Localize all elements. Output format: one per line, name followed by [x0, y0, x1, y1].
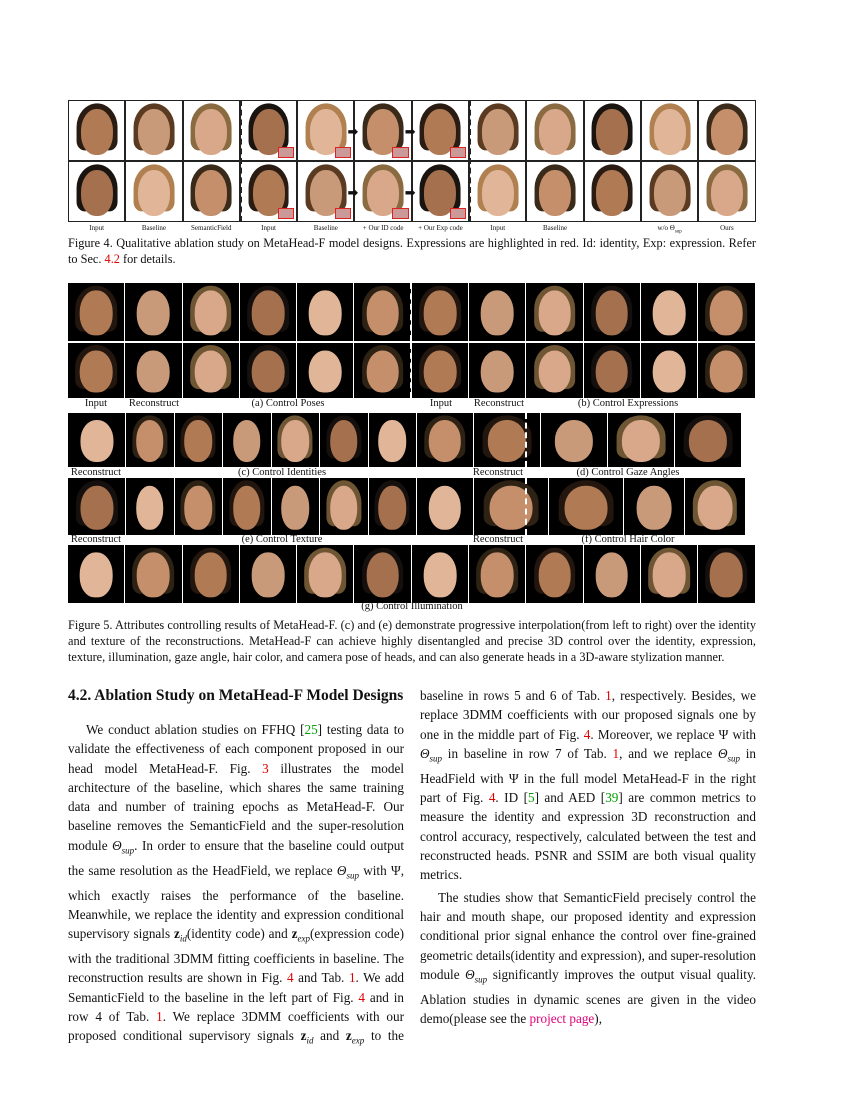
face-region — [137, 350, 170, 393]
face-image — [125, 545, 181, 603]
face-image — [297, 283, 353, 341]
math-base: z — [300, 1028, 307, 1044]
face-region — [653, 350, 686, 393]
face-region — [596, 109, 628, 155]
text-run: significantly improves the output visual quality. Ablation studies in dynamic scenes are given in the video demo(please see the — [420, 966, 757, 1027]
face-region — [81, 170, 113, 216]
face-region — [138, 109, 170, 155]
face-image — [698, 545, 754, 603]
face-image — [68, 161, 125, 222]
face-image — [320, 478, 368, 535]
text-run: We conduct ablation studies on FFHQ [ — [86, 722, 305, 737]
face-region — [366, 553, 399, 598]
face-region — [136, 485, 164, 529]
face-region — [309, 350, 342, 393]
face-image — [68, 343, 124, 398]
column-label: Input — [89, 224, 105, 232]
face-image — [297, 161, 354, 222]
face-region — [710, 553, 743, 598]
column-label: Ours — [720, 224, 734, 232]
text-run: in HeadField with Ψ in the full model MetaHead-F in the right part of Fig. — [420, 745, 756, 806]
figure-label: (d) Control Gaze Angles — [576, 467, 680, 478]
face-region — [654, 170, 686, 216]
face-image — [469, 161, 526, 222]
face-image — [125, 343, 181, 398]
figure-label: (f) Control Hair Color — [581, 534, 675, 545]
text-run: illustrates the model architecture of the baseline, which shares the same training data and number of training epochs as MetaHead-F. Our baseline removes the SemanticField and the super-resolution module — [68, 760, 404, 853]
face-image — [412, 545, 468, 603]
reference-link[interactable]: 3 — [262, 760, 269, 776]
face-image — [183, 161, 240, 222]
face-region — [595, 553, 628, 598]
arrow-icon: ➡ — [347, 124, 359, 139]
face-image — [240, 545, 296, 603]
face-image — [240, 283, 296, 341]
figure-row — [68, 413, 741, 467]
face-region — [194, 350, 227, 393]
text-run: . ID [ — [495, 790, 528, 806]
face-region — [252, 350, 285, 393]
face-image — [68, 545, 124, 603]
text-run: ] and AED [ — [534, 790, 606, 806]
face-region — [538, 291, 571, 336]
citation-link[interactable]: 5 — [527, 790, 535, 806]
subscript: sup — [674, 229, 682, 235]
math-symbol — [291, 926, 310, 944]
section-ref-link[interactable]: 4.2 — [104, 252, 120, 266]
face-image — [297, 343, 353, 398]
math-symbol — [345, 1028, 365, 1047]
face-image — [698, 283, 754, 341]
figure-label: Input — [84, 398, 108, 409]
expression-highlight-box — [278, 208, 295, 219]
text-run: . We replace 3DMM coefficients with our proposed conditional supervisory signals — [68, 1009, 404, 1044]
dashed-separator — [525, 413, 527, 467]
figure-5-caption: Figure 5. Attributes controlling results of MetaHead-F. (c) and (e) demonstrate progressive interpolation(from left to right) over the identity and texture of the reconstructions. MetaHead-F can achieve highly disentangled and precise 3D control over the identity, expression, texture, illumination, gaze angle, hair color, and camera pose of heads, and can also generate heads in a 3D-aware stylization manner. — [68, 618, 756, 664]
face-region — [710, 350, 743, 393]
figure-5 — [68, 283, 756, 613]
face-region — [653, 553, 686, 598]
text-run: The studies show that SemanticField precisely control the hair and mouth shape, our proposed identity and expression conditional prior signal enhance the control over fine-grained geometric details(identity and expression), and super-resolution module — [420, 889, 756, 982]
face-region — [309, 291, 342, 336]
face-image — [526, 161, 583, 222]
math-base: Θ — [112, 837, 122, 853]
face-image — [126, 413, 174, 467]
face-image — [469, 545, 525, 603]
text-run: . In order to ensure that the baseline could output the same resolution as the HeadField, we replace — [68, 837, 404, 878]
reference-link[interactable]: 4 — [358, 989, 366, 1005]
face-image — [641, 283, 697, 341]
face-region — [595, 291, 628, 336]
math-symbol — [717, 745, 740, 764]
face-image — [417, 478, 473, 535]
expression-highlight-box — [335, 208, 352, 219]
face-region — [80, 420, 113, 462]
face-image — [584, 343, 640, 398]
caption-text: for details. — [119, 252, 176, 266]
face-image — [526, 343, 582, 398]
face-image — [584, 283, 640, 341]
face-image — [608, 413, 674, 467]
column-label-text: w/o Θ — [657, 224, 675, 232]
face-image — [240, 343, 296, 398]
column-label: Baseline — [542, 224, 568, 232]
reference-link[interactable]: 1 — [605, 688, 612, 703]
face-region — [555, 420, 593, 462]
math-subscript: sup — [474, 974, 488, 985]
column-label: + Our ID code — [362, 224, 404, 232]
face-image — [240, 100, 297, 161]
face-image — [584, 161, 641, 222]
face-image — [68, 100, 125, 161]
face-image — [125, 283, 181, 341]
face-region — [698, 485, 733, 529]
face-region — [429, 420, 461, 462]
column-label: Input — [261, 224, 276, 232]
face-region — [252, 553, 285, 598]
math-subscript: sup — [429, 753, 443, 764]
text-run: , and we replace — [619, 745, 718, 761]
face-region — [622, 420, 660, 462]
face-image — [412, 343, 468, 398]
dashed-separator — [410, 343, 412, 398]
text-run: to the baseline in rows 5 and 6 of Tab. — [364, 688, 606, 1044]
text-run: and Tab. — [293, 970, 349, 986]
face-region — [488, 420, 526, 462]
dashed-separator — [410, 283, 412, 341]
expression-highlight-box — [392, 147, 409, 158]
face-image — [469, 283, 525, 341]
text-run: . Moreover, we replace Ψ with — [590, 726, 756, 742]
math-subscript: sup — [346, 870, 359, 881]
face-image — [240, 161, 297, 222]
math-symbol — [300, 1028, 314, 1047]
face-image — [68, 413, 125, 467]
math-base: Θ — [420, 745, 430, 761]
math-symbol — [174, 926, 187, 944]
face-image — [474, 413, 540, 467]
expression-highlight-box — [335, 147, 352, 158]
face-region — [710, 291, 743, 336]
face-image — [412, 283, 468, 341]
expression-highlight-box — [278, 147, 295, 158]
face-region — [80, 291, 113, 336]
face-region — [80, 553, 113, 598]
face-region — [80, 350, 113, 393]
face-region — [654, 109, 686, 155]
reference-link[interactable]: 4 — [583, 726, 591, 742]
text-run: , respectively. Besides, we replace 3DMM coefficients with our proposed signals one by one in the middle part of Fig. — [420, 688, 756, 742]
column-label — [658, 224, 682, 234]
face-image — [469, 343, 525, 398]
face-region — [538, 553, 571, 598]
citation-link[interactable]: 25 — [304, 722, 318, 737]
face-image — [412, 161, 469, 222]
caption-text: Figure 4. Qualitative ablation study on MetaHead-F model designs. Expressions are highlighted in red. Id: identity, Exp: expression. Refer to Sec. — [68, 236, 756, 266]
face-region — [481, 291, 514, 336]
face-region — [689, 420, 727, 462]
column-label: Baseline — [313, 224, 338, 232]
column-label: SemanticField — [191, 224, 232, 232]
math-base: Θ — [465, 966, 475, 982]
reference-link[interactable]: 1 — [156, 1009, 163, 1025]
face-image — [297, 100, 354, 161]
face-region — [80, 485, 113, 529]
face-region — [539, 109, 571, 155]
figure-4 — [68, 100, 756, 235]
face-image — [175, 413, 223, 467]
figure-label: (b) Control Expressions — [577, 398, 679, 409]
face-image — [125, 100, 182, 161]
dashed-separator — [469, 100, 471, 222]
face-image — [369, 413, 417, 467]
figure-label: Input — [429, 398, 453, 409]
face-region — [424, 291, 457, 336]
text-run: (expression code) with the traditional 3DMM fitting coefficients in baseline. The reconstruction results are shown in Fig. — [68, 926, 404, 986]
math-symbol — [465, 966, 488, 985]
face-region — [252, 291, 285, 336]
math-base: Θ — [717, 745, 728, 761]
face-image — [641, 545, 697, 603]
face-image — [126, 478, 174, 535]
face-region — [184, 485, 212, 529]
face-region — [596, 170, 628, 216]
math-symbol — [336, 862, 359, 881]
face-region — [281, 485, 309, 529]
face-image — [698, 161, 755, 222]
face-region — [482, 170, 514, 216]
expression-highlight-box — [450, 208, 467, 219]
figure-4-caption — [68, 235, 756, 267]
column-label: + Our Exp code — [418, 224, 463, 232]
face-image — [125, 161, 182, 222]
face-image — [272, 478, 320, 535]
math-subscript: exp — [351, 1036, 365, 1047]
face-image — [549, 478, 623, 535]
math-base: z — [291, 926, 298, 942]
arrow-icon: ➡ — [404, 185, 416, 200]
face-image — [183, 100, 240, 161]
face-region — [482, 109, 514, 155]
text-run: ), — [594, 1011, 602, 1027]
text-run: and in row 4 of Tab. — [68, 989, 404, 1025]
face-region — [138, 170, 170, 216]
face-region — [711, 109, 743, 155]
paragraph — [420, 888, 756, 1029]
face-region — [429, 485, 461, 529]
face-region — [565, 485, 608, 529]
text-run: and — [313, 1028, 346, 1044]
face-image — [469, 100, 526, 161]
face-image — [175, 478, 223, 535]
face-image — [641, 161, 698, 222]
expression-highlight-box — [450, 147, 467, 158]
math-subscript: sup — [727, 753, 740, 764]
face-image — [297, 545, 353, 603]
face-image — [584, 100, 641, 161]
face-image — [68, 283, 124, 341]
math-subscript: id — [179, 933, 187, 944]
math-base: z — [174, 926, 180, 942]
dashed-separator — [240, 100, 242, 222]
face-region — [366, 350, 399, 393]
math-subscript: exp — [297, 933, 310, 944]
face-region — [137, 553, 170, 598]
figure-label: (a) Control Poses — [251, 398, 325, 409]
face-image — [68, 478, 125, 535]
face-region — [194, 291, 227, 336]
face-image — [320, 413, 368, 467]
figure-row — [68, 478, 745, 535]
text-run: with Ψ, which exactly raises the performance of the baseline. Meanwhile, we replace the identity and expression conditional supervisory signals — [68, 862, 404, 942]
face-region — [538, 350, 571, 393]
arrow-icon: ➡ — [347, 185, 359, 200]
face-image — [474, 478, 548, 535]
math-base: Θ — [336, 862, 347, 878]
section-4-2 — [68, 686, 756, 1051]
reference-link[interactable]: 4 — [488, 790, 496, 806]
face-region — [539, 170, 571, 216]
face-image — [624, 478, 684, 535]
face-region — [195, 170, 227, 216]
face-image — [698, 100, 755, 161]
column-label: Baseline — [141, 224, 166, 232]
face-region — [637, 485, 672, 529]
face-image — [272, 413, 320, 467]
face-image — [183, 545, 239, 603]
face-image — [526, 545, 582, 603]
face-image — [698, 343, 754, 398]
math-symbol — [420, 745, 443, 764]
math-base: z — [345, 1028, 352, 1044]
figure-label: (e) Control Texture — [241, 534, 323, 545]
expression-highlight-box — [392, 208, 409, 219]
face-region — [378, 485, 406, 529]
figure-label: Reconstruct — [473, 398, 525, 409]
face-image — [223, 413, 271, 467]
face-image — [354, 283, 410, 341]
reference-link[interactable]: 1 — [348, 970, 356, 986]
face-region — [366, 291, 399, 336]
reference-link[interactable]: 1 — [612, 745, 620, 761]
face-region — [81, 109, 113, 155]
reference-link[interactable]: 4 — [286, 970, 294, 986]
face-region — [195, 109, 227, 155]
face-region — [330, 420, 358, 462]
face-region — [233, 420, 261, 462]
arrow-icon: ➡ — [404, 124, 416, 139]
citation-link[interactable]: 39 — [605, 790, 619, 806]
face-region — [309, 553, 342, 598]
face-image — [526, 100, 583, 161]
face-image — [183, 343, 239, 398]
face-region — [424, 553, 457, 598]
face-image — [223, 478, 271, 535]
face-image — [354, 100, 411, 161]
figure-label: (g) Control Illumination — [361, 601, 463, 612]
face-image — [183, 283, 239, 341]
face-image — [641, 343, 697, 398]
face-region — [378, 420, 406, 462]
face-region — [137, 291, 170, 336]
math-subscript: id — [306, 1036, 314, 1047]
project-page-link[interactable]: project page — [529, 1011, 595, 1027]
face-image — [675, 413, 741, 467]
face-region — [481, 553, 514, 598]
face-image — [354, 343, 410, 398]
math-symbol — [112, 837, 135, 856]
figure-label: Reconstruct — [70, 467, 122, 478]
text-run: in baseline in row 7 of Tab. — [442, 745, 613, 761]
face-image — [526, 283, 582, 341]
face-image — [641, 100, 698, 161]
face-image — [354, 161, 411, 222]
column-label: Input — [490, 224, 506, 232]
text-run: . We add SemanticField to the baseline in the left part of Fig. — [68, 970, 405, 1005]
face-region — [194, 553, 227, 598]
dashed-separator — [525, 478, 527, 535]
text-run: (identity code) and — [186, 926, 292, 942]
face-region — [424, 350, 457, 393]
face-region — [184, 420, 212, 462]
face-image — [541, 413, 607, 467]
face-image — [369, 478, 417, 535]
face-region — [653, 291, 686, 336]
face-region — [281, 420, 309, 462]
face-image — [417, 413, 473, 467]
face-region — [136, 420, 164, 462]
figure-row — [68, 545, 755, 603]
face-image — [412, 100, 469, 161]
face-region — [481, 350, 514, 393]
figure-label: Reconstruct — [70, 534, 122, 545]
face-region — [595, 350, 628, 393]
face-region — [711, 170, 743, 216]
face-region — [330, 485, 358, 529]
text-run: ] are common metrics to measure the identity and expression 3D reconstruction and control accuracy, respectively, calculated between the test and reconstructed heads. PSNR and SSIM are both visual quality metrics. — [420, 790, 756, 883]
face-image — [354, 545, 410, 603]
figure-label: (c) Control Identities — [237, 467, 327, 478]
face-region — [233, 485, 261, 529]
face-image — [685, 478, 745, 535]
text-run: ] testing data to validate the effectiveness of each component proposed in our head model MetaHead-F. Fig. — [68, 722, 404, 776]
face-image — [584, 545, 640, 603]
figure-label: Reconstruct — [128, 398, 180, 409]
figure-label: Reconstruct — [472, 534, 524, 545]
section-heading: 4.2. Ablation Study on MetaHead-F Model Designs — [68, 687, 404, 704]
figure-label: Reconstruct — [472, 467, 524, 478]
math-subscript: sup — [121, 845, 135, 856]
